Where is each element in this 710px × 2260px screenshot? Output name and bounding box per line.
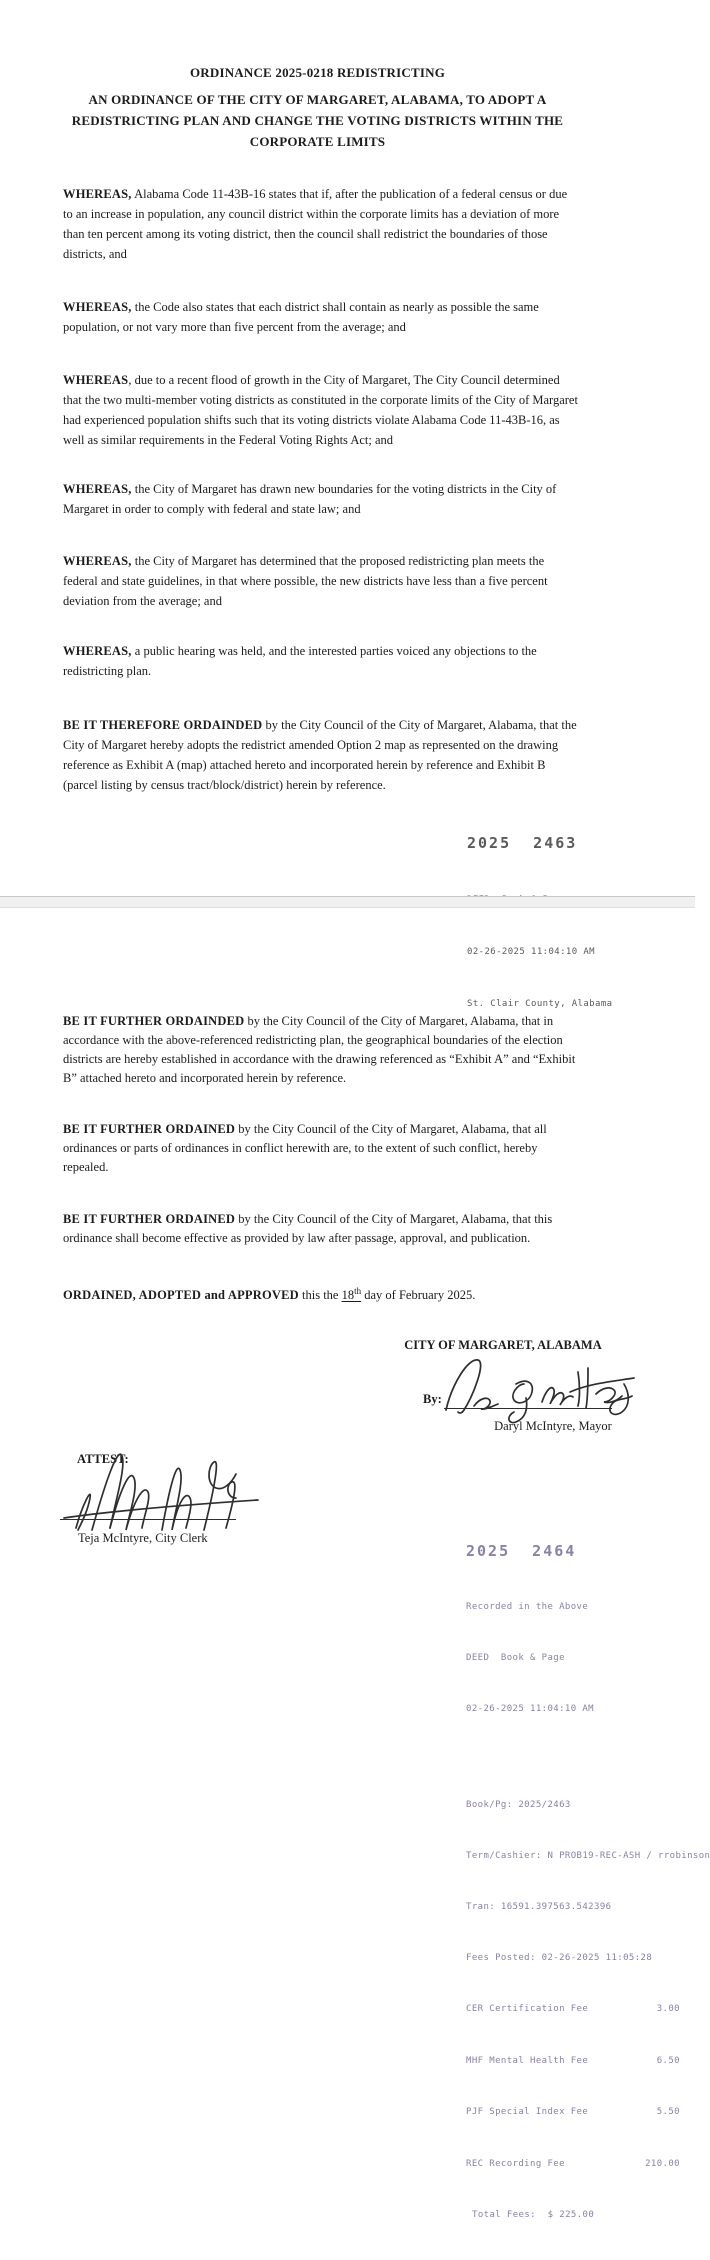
adoption-lead: ORDAINED, ADOPTED and APPROVED [63,1288,299,1302]
paragraph-lead: BE IT FURTHER ORDAINED [63,1122,236,1136]
paragraph-lead: BE IT FURTHER ORDAINED [63,1212,236,1226]
paragraph-lead: WHEREAS, [63,644,132,658]
mayor-signature-line [444,1394,612,1409]
mayor-name: Daryl McIntyre, Mayor [494,1419,612,1433]
document-subtitle-line2: REDISTRICTING PLAN AND CHANGE THE VOTING DISTRICTS WITHIN THE [71,113,564,128]
stamp-book-page-number: 2025 2463 [467,834,578,852]
whereas-paragraph-3 [63,370,578,450]
document-subtitle-line1: AN ORDINANCE OF THE CITY OF MARGARET, ALABAMA, TO ADOPT A [88,92,547,107]
fee-label: MHF Mental Health Fee [466,2055,589,2066]
stamp-book-pg: Book/Pg: 2025/2463 [466,1800,571,1810]
fee-row-mental-health [466,2055,680,2069]
fee-label: REC Recording Fee [466,2158,565,2169]
stamp-datetime: 02-26-2025 11:04:10 AM [466,1704,595,1714]
fee-amount: 210.00 [645,2158,680,2169]
paragraph-body: by the City Council of the City of Margaret, Alabama, that all ordinances or parts of ordinances in conflict herewith are, to the extent of such conflict, hereby repealed. [63,1122,547,1174]
document-title: ORDINANCE 2025-0218 REDISTRICTING [189,65,446,80]
be-it-further-paragraph-2 [63,1120,578,1177]
be-it-therefore-paragraph [63,715,578,795]
whereas-paragraph-2 [63,297,578,337]
by-label: By: [423,1392,442,1406]
adoption-post: day of February 2025. [361,1288,476,1302]
paragraph-body: the City of Margaret has determined that the proposed redistricting plan meets the federal and state guidelines, in that where possible, the new districts have less than a five percent deviation from the average; and [63,554,548,608]
paragraph-lead: WHEREAS [63,373,129,387]
fee-amount: 6.50 [656,2055,680,2066]
stamp-datetime: 02-26-2025 11:04:10 AM [467,947,596,957]
paragraph-body: Alabama Code 11-43B-16 states that if, after the publication of a federal census or due to an increase in population, any council district within the corporate limits has a deviation of more than ten percent among its voting district, then the council shall redistrict the boundaries of those districts, and [63,187,568,261]
be-it-further-paragraph-1 [63,1012,578,1088]
city-of-margaret-heading: CITY OF MARGARET, ALABAMA [404,1338,602,1352]
page-break-divider [0,896,695,908]
adoption-pre: this the [298,1288,342,1302]
stamp-tran: Tran: 16591.397563.542396 [466,1902,612,1912]
document-subtitle-line3: CORPORATE LIMITS [249,134,386,149]
stamp-fees-posted: Fees Posted: 02-26-2025 11:05:28 [466,1953,653,1963]
fee-amount: 5.50 [656,2107,680,2117]
clerk-name: Teja McIntyre, City Clerk [78,1531,208,1545]
adoption-ordinal: th [354,1285,362,1296]
paragraph-body: , due to a recent flood of growth in the City of Margaret, The City Council determined that the two multi-member voting districts as constituted in the corporate limits of the City of Margaret had experienced population shifts such that its voting districts violate Alabama Code 11-43B-16, as well as similar requirements in the Federal Voting Rights Act; and [63,373,578,447]
fee-label: PJF Special Index Fee [466,2107,589,2117]
paragraph-body: by the City Council of the City of Margaret, Alabama, that in accordance with the above-referenced redistricting plan, the geographical boundaries of the election districts are hereby established in accordance with the drawing referenced as “Exhibit A” and “Exhibit B” attached hereto and incorporated herein by reference. [63,1014,576,1085]
paragraph-body: the Code also states that each district shall contain as nearly as possible the same population, or not vary more than five percent from the average; and [63,300,539,334]
paragraph-lead: BE IT FURTHER ORDAINDED [63,1014,245,1028]
paragraph-lead: WHEREAS, [63,187,132,201]
stamp-book-page-number: 2025 2464 [466,1542,577,1560]
fee-row-certification [466,2003,680,2017]
fee-row-special-index [466,2106,680,2120]
recording-stamp-page2 [466,1505,710,2260]
adoption-line [63,1286,578,1305]
attest-label: ATTEST: [77,1452,129,1466]
stamp-total-fees: Total Fees: $ 225.00 [472,2210,595,2220]
paragraph-lead: WHEREAS, [63,554,132,568]
adoption-day: 18 [341,1288,355,1302]
whereas-paragraph-6 [63,641,578,681]
clerk-signature [58,1440,280,1542]
clerk-signature-line [60,1505,236,1520]
fee-amount: 3.00 [656,2004,680,2014]
paragraph-body: by the City Council of the City of Margaret, Alabama, that the City of Margaret hereby adopts the redistrict amended Option 2 map as represented on the drawing reference as Exhibit A (map) attached hereto and incorporated herein by reference and Exhibit B (parcel listing by census tract/block/district) herein by reference. [63,718,577,792]
paragraph-lead: WHEREAS, [63,300,132,314]
paragraph-lead: WHEREAS, [63,482,132,496]
paragraph-body: the City of Margaret has drawn new boundaries for the voting districts in the City of Margaret in order to comply with federal and state law; and [63,482,557,516]
stamp-deed-line: DEED Book & Page [466,1653,565,1663]
stamp-term-cashier: Term/Cashier: N PROB19-REC-ASH / rrobinson [466,1851,710,1861]
paragraph-body: by the City Council of the City of Margaret, Alabama, that this ordinance shall become effective as provided by law after passage, approval, and publication. [63,1212,553,1245]
fee-label: CER Certification Fee [466,2004,589,2014]
fee-row-recording [466,2158,680,2172]
paragraph-lead: BE IT THEREFORE ORDAINDED [63,718,263,732]
stamp-recorded-line: Recorded in the Above [466,1602,589,1612]
paragraph-body: a public hearing was held, and the interested parties voiced any objections to the redistricting plan. [63,644,537,678]
whereas-paragraph-1 [63,184,578,264]
stamp-county: St. Clair County, Alabama [467,999,613,1009]
be-it-further-paragraph-3 [63,1210,578,1248]
whereas-paragraph-4 [63,479,578,519]
whereas-paragraph-5 [63,551,578,611]
